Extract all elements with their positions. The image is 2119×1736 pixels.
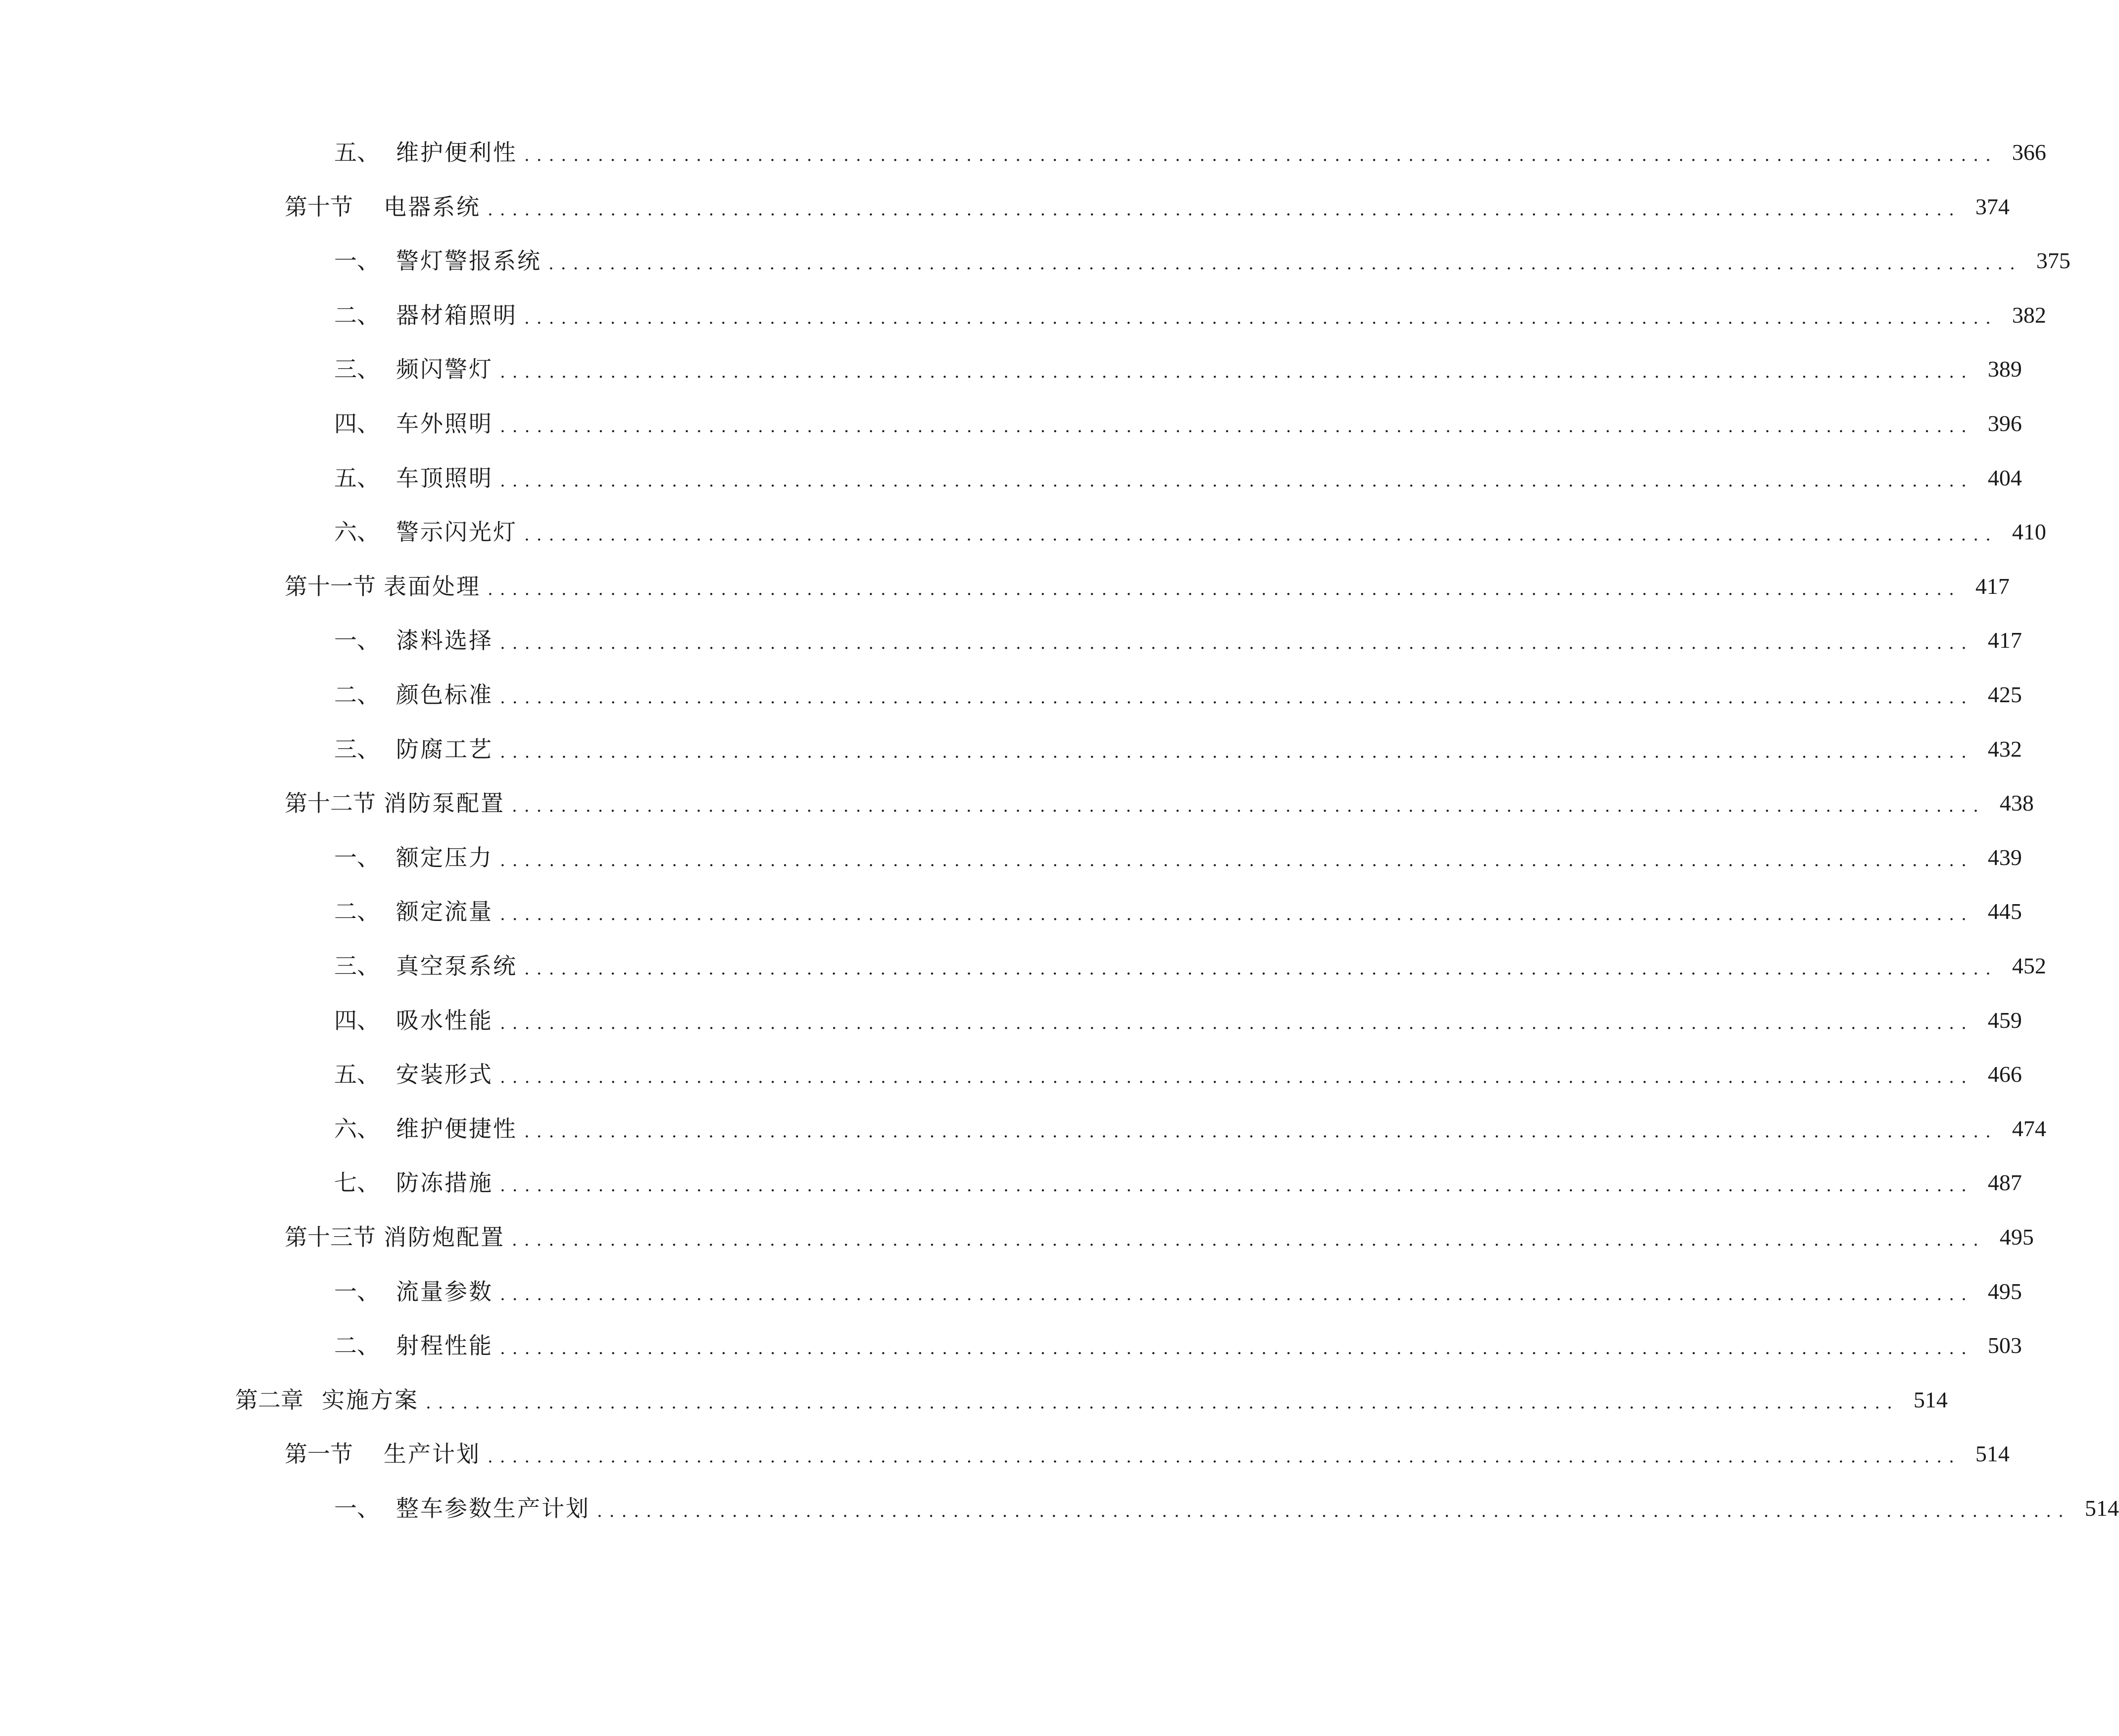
toc-entry[interactable] bbox=[334, 1001, 2022, 1040]
entry-number: 五、 bbox=[334, 1061, 380, 1088]
entry-number: 一、 bbox=[334, 627, 380, 654]
entry-number: 七、 bbox=[334, 1169, 380, 1196]
dot-leader: ........................................................................................................................ bbox=[500, 905, 1973, 924]
toc-entry[interactable] bbox=[334, 1272, 2022, 1311]
dot-leader: ........................................................................................................................ bbox=[488, 200, 1961, 220]
page-number: 375 bbox=[2036, 248, 2070, 273]
dot-leader: ........................................................................................................................ bbox=[488, 1447, 1961, 1467]
dot-leader: ........................................................................................................................ bbox=[500, 1285, 1973, 1304]
entry-number: 一、 bbox=[334, 1278, 380, 1305]
entry-title: 车顶照明 bbox=[396, 465, 493, 491]
entry-title: 整车参数生产计划 bbox=[396, 1495, 590, 1522]
page-number: 396 bbox=[1987, 411, 2022, 436]
dot-leader: ........................................................................................................................ bbox=[597, 1501, 2070, 1521]
page-number: 474 bbox=[2012, 1116, 2046, 1141]
entry-title: 额定流量 bbox=[396, 898, 493, 925]
entry-title: 射程性能 bbox=[396, 1332, 493, 1359]
entry-title: 器材箱照明 bbox=[396, 302, 517, 329]
dot-leader: ........................................................................................................................ bbox=[500, 362, 1973, 382]
dot-leader: ........................................................................................................................ bbox=[500, 851, 1973, 870]
page-number: 432 bbox=[1987, 736, 2022, 762]
entry-title: 警灯警报系统 bbox=[396, 247, 542, 274]
entry-title: 车外照明 bbox=[396, 410, 493, 437]
toc-entry[interactable] bbox=[285, 567, 2010, 606]
entry-number: 二、 bbox=[334, 302, 380, 329]
entry-title: 流量参数 bbox=[396, 1278, 493, 1305]
dot-leader: ........................................................................................................................ bbox=[426, 1393, 1899, 1413]
entry-title: 吸水性能 bbox=[396, 1007, 493, 1034]
entry-number: 四、 bbox=[334, 1007, 380, 1034]
page-number: 389 bbox=[1987, 356, 2022, 382]
dot-leader: ........................................................................................................................ bbox=[524, 525, 1998, 545]
entry-number: 六、 bbox=[334, 1115, 380, 1142]
entry-number: 第一节 bbox=[285, 1441, 353, 1467]
dot-leader: ........................................................................................................................ bbox=[512, 1230, 1985, 1250]
page-number: 438 bbox=[1999, 790, 2034, 816]
entry-title: 实施方案 bbox=[322, 1387, 419, 1413]
page-number: 417 bbox=[1975, 574, 2010, 599]
dot-leader: ........................................................................................................................ bbox=[500, 1013, 1973, 1033]
entry-number: 三、 bbox=[334, 736, 380, 763]
page-number: 452 bbox=[2012, 953, 2046, 978]
toc-entry[interactable] bbox=[334, 1163, 2022, 1203]
dot-leader: ........................................................................................................................ bbox=[500, 471, 1973, 491]
entry-number: 三、 bbox=[334, 953, 380, 979]
entry-title: 额定压力 bbox=[396, 844, 493, 871]
page-number: 425 bbox=[1987, 682, 2022, 707]
page-number: 495 bbox=[1999, 1224, 2034, 1250]
entry-title: 消防泵配置 bbox=[384, 790, 505, 817]
toc-entry[interactable] bbox=[334, 241, 2070, 281]
page-number: 514 bbox=[1975, 1441, 2010, 1466]
dot-leader: ........................................................................................................................ bbox=[548, 254, 2022, 274]
dot-leader: ........................................................................................................................ bbox=[500, 1339, 1973, 1358]
dot-leader: ........................................................................................................................ bbox=[524, 959, 1998, 979]
toc-entry[interactable] bbox=[334, 512, 2046, 552]
entry-number: 二、 bbox=[334, 681, 380, 708]
toc-entry[interactable] bbox=[285, 1217, 2034, 1257]
toc-entry[interactable] bbox=[235, 1380, 1948, 1420]
page-number: 487 bbox=[1987, 1170, 2022, 1195]
page-number: 445 bbox=[1987, 899, 2022, 924]
page-number: 514 bbox=[2084, 1495, 2119, 1521]
dot-leader: ........................................................................................................................ bbox=[500, 1067, 1973, 1087]
entry-title: 防冻措施 bbox=[396, 1169, 493, 1196]
entry-title: 漆料选择 bbox=[396, 627, 493, 654]
entry-title: 维护便捷性 bbox=[396, 1115, 517, 1142]
toc-entry[interactable] bbox=[334, 404, 2022, 443]
entry-title: 警示闪光灯 bbox=[396, 519, 517, 545]
entry-number: 四、 bbox=[334, 410, 380, 437]
dot-leader: ........................................................................................................................ bbox=[500, 742, 1973, 762]
dot-leader: ........................................................................................................................ bbox=[512, 796, 1985, 816]
toc-entry[interactable] bbox=[285, 783, 2034, 823]
entry-number: 五、 bbox=[334, 465, 380, 491]
dot-leader: ........................................................................................................................ bbox=[524, 308, 1998, 328]
entry-title: 防腐工艺 bbox=[396, 736, 493, 763]
entry-title: 消防炮配置 bbox=[384, 1224, 505, 1251]
entry-title: 表面处理 bbox=[384, 573, 481, 600]
toc-entry[interactable] bbox=[285, 187, 2010, 227]
toc-entry[interactable] bbox=[334, 892, 2022, 931]
toc-entry[interactable] bbox=[285, 1434, 2010, 1474]
page-number: 366 bbox=[2012, 140, 2046, 165]
entry-number: 一、 bbox=[334, 1495, 380, 1522]
toc-entry[interactable] bbox=[334, 621, 2022, 660]
entry-title: 电器系统 bbox=[384, 193, 481, 220]
entry-title: 维护便利性 bbox=[396, 139, 517, 166]
toc-entry[interactable] bbox=[334, 1489, 2119, 1528]
entry-number: 第十节 bbox=[285, 193, 353, 220]
toc-entry[interactable] bbox=[334, 1109, 2046, 1149]
toc-entry[interactable] bbox=[334, 729, 2022, 769]
page-number: 417 bbox=[1987, 627, 2022, 653]
entry-number: 五、 bbox=[334, 139, 380, 166]
toc-entry[interactable] bbox=[334, 675, 2022, 715]
page-number: 374 bbox=[1975, 194, 2010, 219]
entry-number: 三、 bbox=[334, 356, 380, 383]
entry-number: 一、 bbox=[334, 247, 380, 274]
dot-leader: ........................................................................................................................ bbox=[488, 579, 1961, 599]
entry-number: 第二章 bbox=[235, 1387, 303, 1413]
dot-leader: ........................................................................................................................ bbox=[500, 1176, 1973, 1196]
page-number: 459 bbox=[1987, 1008, 2022, 1033]
toc-entry[interactable] bbox=[334, 946, 2046, 986]
dot-leader: ........................................................................................................................ bbox=[500, 633, 1973, 653]
entry-number: 六、 bbox=[334, 519, 380, 545]
entry-number: 第十一节 bbox=[285, 573, 376, 600]
page-number: 404 bbox=[1987, 465, 2022, 490]
entry-number: 二、 bbox=[334, 898, 380, 925]
entry-number: 第十二节 bbox=[285, 790, 376, 817]
page-number: 503 bbox=[1987, 1333, 2022, 1358]
dot-leader: ........................................................................................................................ bbox=[500, 688, 1973, 708]
entry-number: 二、 bbox=[334, 1332, 380, 1359]
entry-title: 颜色标准 bbox=[396, 681, 493, 708]
dot-leader: ........................................................................................................................ bbox=[500, 417, 1973, 436]
toc-entry[interactable] bbox=[334, 1055, 2022, 1094]
dot-leader: ........................................................................................................................ bbox=[524, 145, 1998, 165]
toc-entry[interactable] bbox=[334, 458, 2022, 498]
page-number: 495 bbox=[1987, 1279, 2022, 1304]
page-number: 466 bbox=[1987, 1061, 2022, 1087]
toc-entry[interactable] bbox=[334, 349, 2022, 389]
toc-entry[interactable] bbox=[334, 838, 2022, 877]
toc-entry[interactable] bbox=[334, 1326, 2022, 1365]
entry-title: 安装形式 bbox=[396, 1061, 493, 1088]
page-number: 410 bbox=[2012, 519, 2046, 544]
entry-title: 生产计划 bbox=[384, 1441, 481, 1467]
entry-number: 第十三节 bbox=[285, 1224, 376, 1251]
toc-entry[interactable] bbox=[334, 295, 2046, 335]
entry-number: 一、 bbox=[334, 844, 380, 871]
entry-title: 真空泵系统 bbox=[396, 953, 517, 979]
entry-title: 频闪警灯 bbox=[396, 356, 493, 383]
dot-leader: ........................................................................................................................ bbox=[524, 1122, 1998, 1142]
page-number: 439 bbox=[1987, 845, 2022, 870]
page-number: 382 bbox=[2012, 302, 2046, 328]
page-number: 514 bbox=[1913, 1387, 1948, 1412]
toc-entry[interactable] bbox=[334, 133, 2046, 172]
